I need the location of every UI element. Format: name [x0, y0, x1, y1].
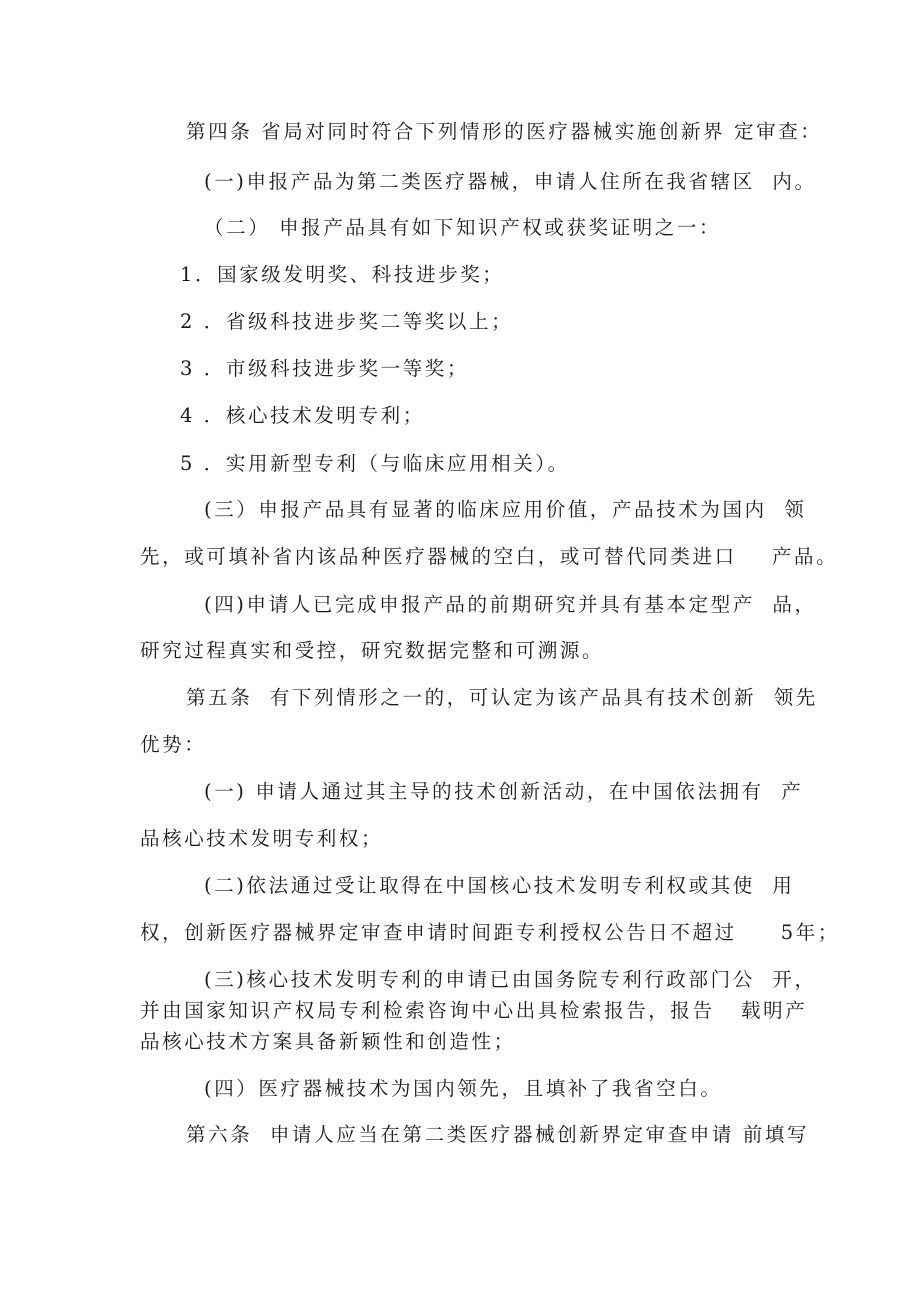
article-5-item-4: (四）医疗器械技术为国内领先，且填补了我省空白。 [204, 1077, 723, 1100]
list-item-5: 5 ．实用新型专利（与临床应用相关）。 [180, 452, 570, 475]
article-6-heading: 第六条 申请人应当在第二类医疗器械创新界定审查申请 前填写 [186, 1123, 810, 1146]
article-5-item-2-line-1: (二)依法通过受让取得在中国核心技术发明专利权或其使 用 [204, 874, 795, 897]
article-4-item-2: （二） 申报产品具有如下知识产权或获奖证明之一： [204, 216, 722, 239]
article-4-item-4-line-1: (四)申请人已完成申报产品的前期研究并具有基本定型产 品， [204, 593, 817, 616]
article-4-item-4-line-2: 研究过程真实和受控，研究数据完整和可溯源。 [140, 639, 605, 662]
article-5-heading-line-2: 优势： [140, 733, 207, 756]
article-4-item-1: (一)申报产品为第二类医疗器械，申请人住所在我省辖区 内。 [204, 170, 817, 193]
list-item-3: 3 ．市级科技进步奖一等奖； [180, 357, 470, 380]
article-5-heading-line-1: 第五条 有下列情形之一的，可认定为该产品具有技术创新 领先 [186, 686, 818, 709]
article-5-item-3-line-2: 并由国家知识产权局专利检索咨询中心出具检索报告，报告 载明产 [140, 999, 808, 1022]
article-5-item-1-line-2: 品核心技术发明专利权； [140, 827, 384, 850]
list-item-2: 2 ．省级科技进步奖二等奖以上； [180, 310, 514, 333]
article-4-heading: 第四条 省局对同时符合下列情形的医疗器械实施创新界 定审查： [186, 120, 823, 143]
article-5-item-3-line-1: (三)核心技术发明专利的申请已由国务院专利行政部门公 开， [204, 968, 817, 991]
list-item-4: 4 ．核心技术发明专利； [180, 404, 425, 427]
article-5-item-2-line-2: 权，创新医疗器械界定审查申请时间距专利授权公告日不超过 5年； [140, 921, 840, 944]
list-item-1: 1．国家级发明奖、科技进步奖； [180, 263, 505, 286]
article-4-item-3-line-2: 先，或可填补省内该品种医疗器械的空白，或可替代同类进口 产品。 [140, 545, 839, 568]
article-5-item-3-line-3: 品核心技术方案具备新颖性和创造性； [140, 1030, 516, 1053]
article-5-item-1-line-1: (一) 申请人通过其主导的技术创新活动，在中国依法拥有 产 [204, 780, 804, 803]
article-4-item-3-line-1: (三）申报产品具有显著的临床应用价值，产品技术为国内 领 [204, 498, 807, 521]
